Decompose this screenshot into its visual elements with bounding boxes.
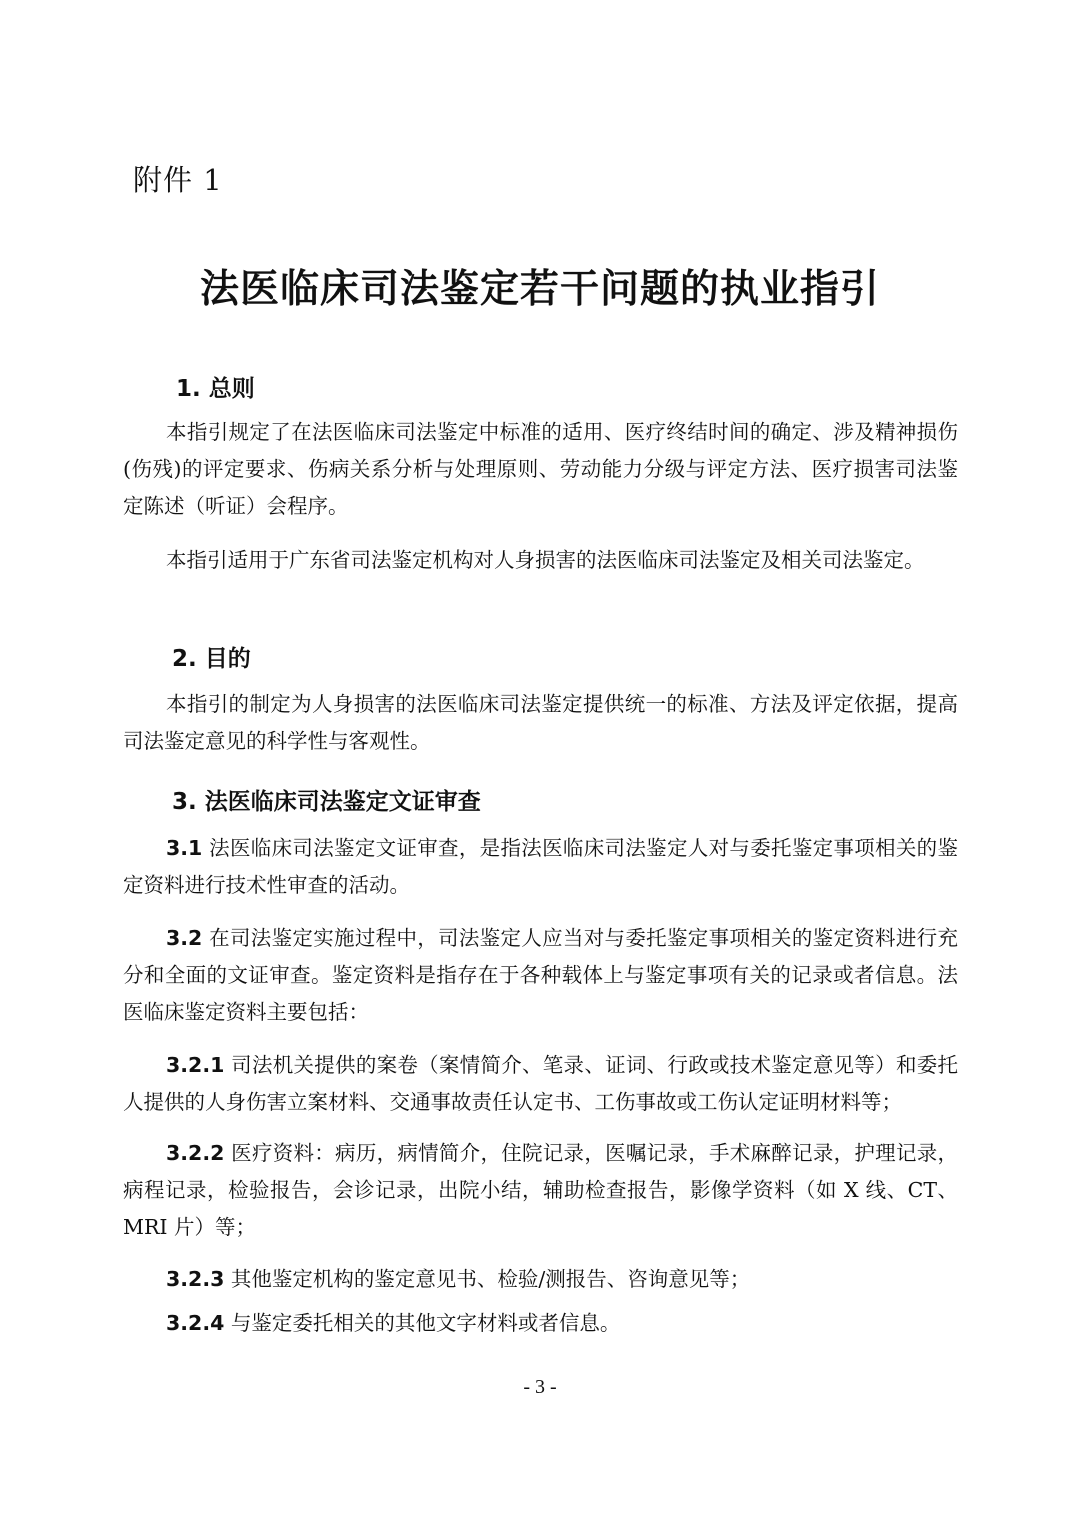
clause-number: 3.2.1 <box>166 1053 225 1077</box>
clause-number: 3.2 <box>166 926 203 950</box>
page-number: - 3 - <box>523 1376 557 1398</box>
section-1-heading: 1. 总则 <box>176 376 255 402</box>
clause-text: 与鉴定委托相关的其他文字材料或者信息。 <box>230 1311 621 1335</box>
clause-text: 法医临床司法鉴定文证审查，是指法医临床司法鉴定人对与委托鉴定事项相关的鉴定资料进行技术性审查的活动。 <box>123 836 958 897</box>
section-2-heading: 2. 目的 <box>172 646 251 672</box>
section-2-paragraph-1: 本指引的制定为人身损害的法医临床司法鉴定提供统一的标准、方法及评定依据，提高司法鉴定意见的科学性与客观性。 <box>123 692 958 753</box>
clause-3-2-1 <box>123 1047 958 1121</box>
document-title: 法医临床司法鉴定若干问题的执业指引 <box>199 267 880 312</box>
clause-3-2 <box>123 920 958 1031</box>
clause-number: 3.2.4 <box>166 1311 225 1335</box>
clause-3-2-4 <box>123 1305 958 1342</box>
clause-number: 3.2.3 <box>166 1267 225 1291</box>
clause-number: 3.1 <box>166 836 203 860</box>
attachment-label: 附件 1 <box>133 163 223 197</box>
clause-3-2-3 <box>123 1261 958 1298</box>
clause-3-2-2 <box>123 1135 958 1246</box>
section-3-heading: 3. 法医临床司法鉴定文证审查 <box>172 789 481 815</box>
clause-text: 司法机关提供的案卷（案情简介、笔录、证词、行政或技术鉴定意见等）和委托人提供的人身伤害立案材料、交通事故责任认定书、工伤事故或工伤认定证明材料等； <box>123 1053 958 1114</box>
section-1-paragraph-2: 本指引适用于广东省司法鉴定机构对人身损害的法医临床司法鉴定及相关司法鉴定。 <box>166 548 925 572</box>
clause-text: 医疗资料：病历，病情简介，住院记录，医嘱记录，手术麻醉记录，护理记录，病程记录，检验报告，会诊记录，出院小结，辅助检查报告，影像学资料（如 X 线、CT、MRI 片）等； <box>123 1141 958 1239</box>
clause-3-1 <box>123 830 958 904</box>
clause-number: 3.2.2 <box>166 1141 225 1165</box>
clause-text: 其他鉴定机构的鉴定意见书、检验/测报告、咨询意见等； <box>230 1267 751 1291</box>
clause-text: 在司法鉴定实施过程中，司法鉴定人应当对与委托鉴定事项相关的鉴定资料进行充分和全面的文证审查。鉴定资料是指存在于各种载体上与鉴定事项有关的记录或者信息。法医临床鉴定资料主要包括： <box>123 926 958 1024</box>
section-1-paragraph-1: 本指引规定了在法医临床司法鉴定中标准的适用、医疗终结时间的确定、涉及精神损伤(伤残)的评定要求、伤病关系分析与处理原则、劳动能力分级与评定方法、医疗损害司法鉴定陈述（听证）会程序。 <box>123 420 958 518</box>
